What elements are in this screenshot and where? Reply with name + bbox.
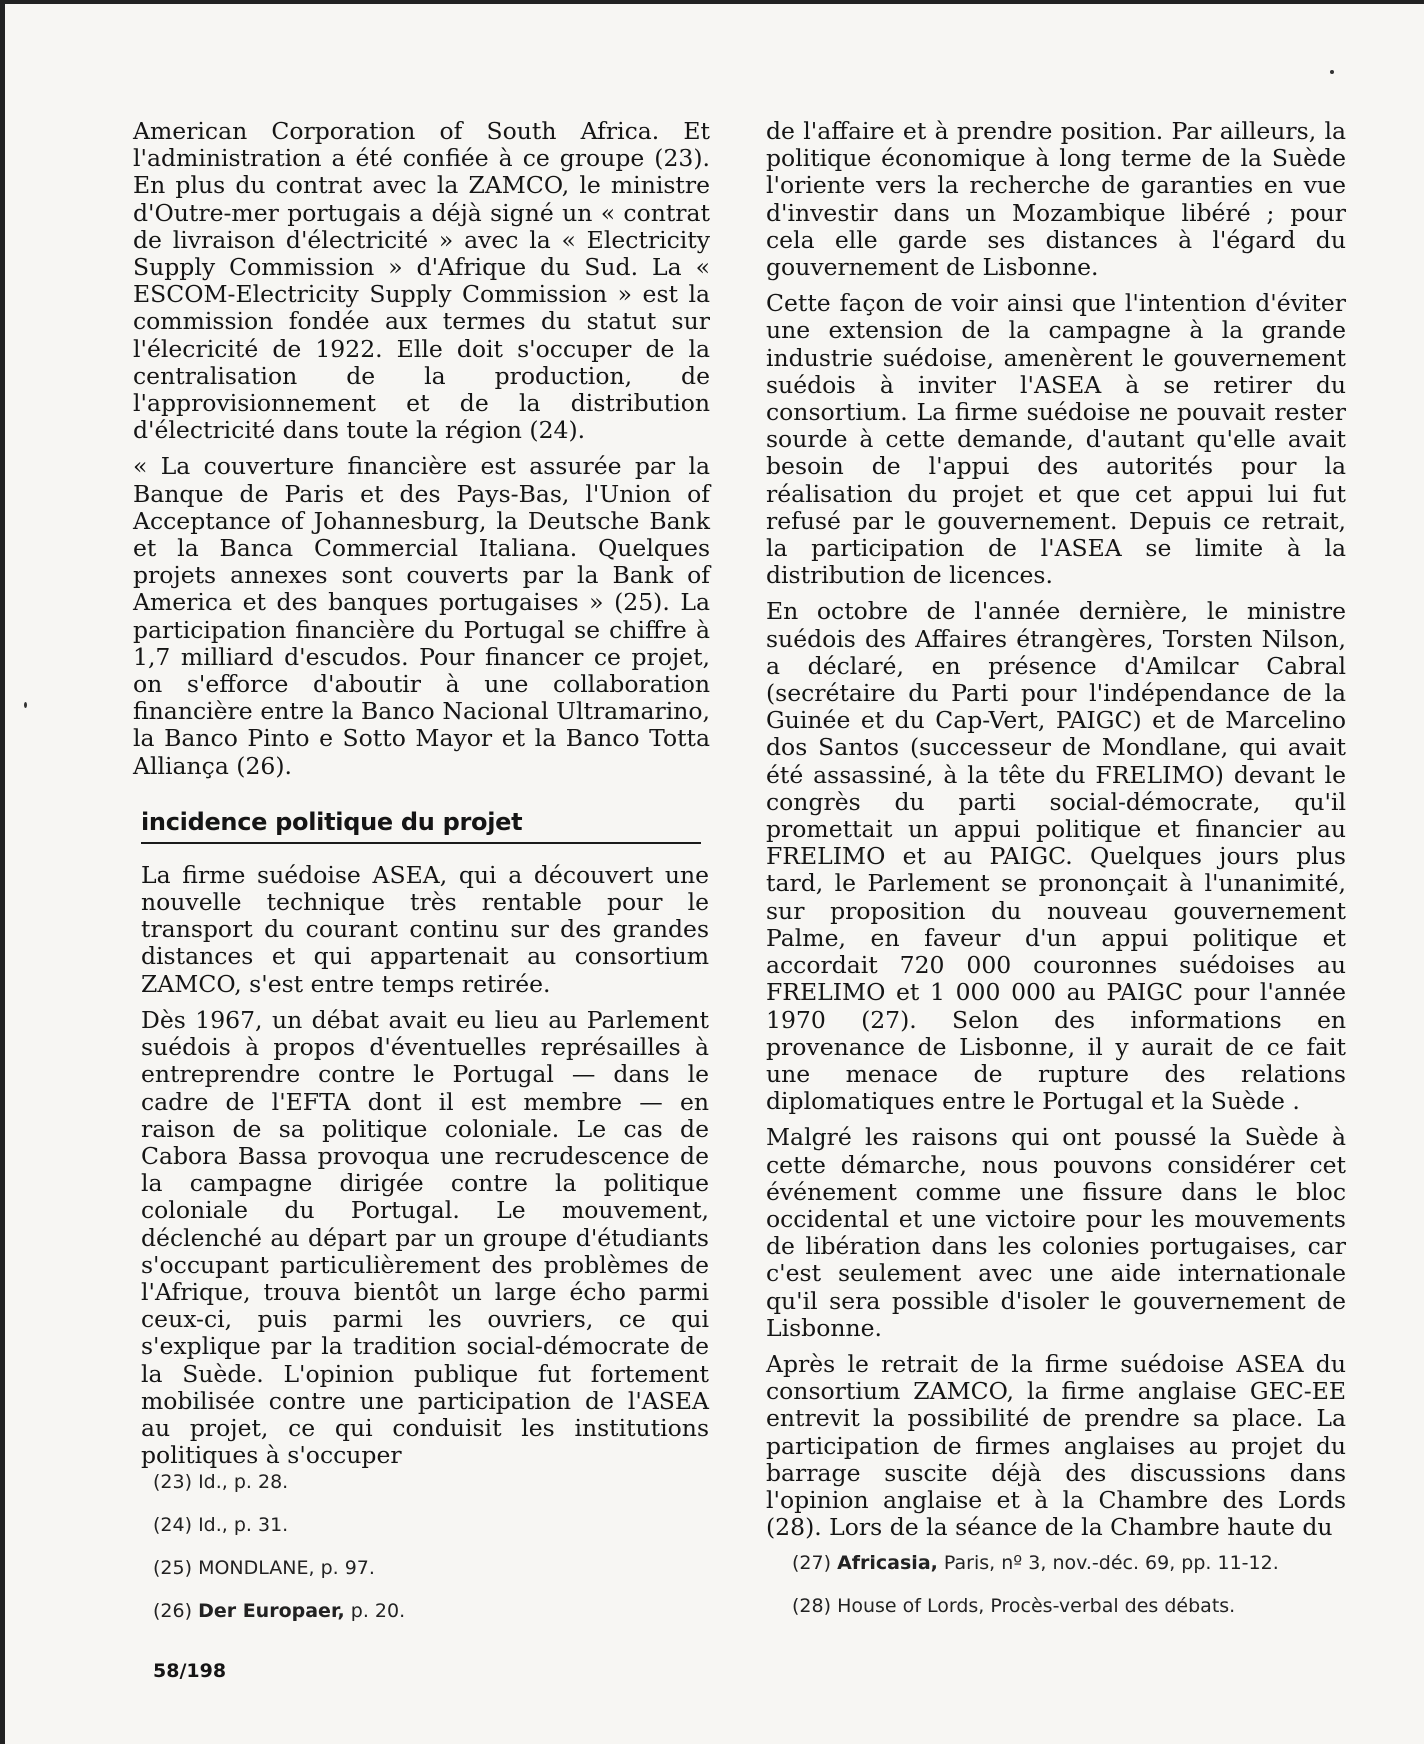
paragraph: La firme suédoise ASEA, qui a découvert une nouvelle technique très rentable pour le transport du courant continu sur des grandes distances et qui appartenait au consortium ZAMCO, s'est entre temps retirée. xyxy=(141,860,709,998)
footnote xyxy=(153,1470,405,1494)
footnote-text: MONDLANE, p. 97. xyxy=(198,1557,375,1579)
footnote-number: (26) xyxy=(153,1600,193,1622)
right-column xyxy=(766,118,1346,1550)
footnote-number: (23) xyxy=(153,1471,193,1493)
paragraph: Cette façon de voir ainsi que l'intention d'éviter une extension de la campagne à la grande industrie suédoise, amenèrent le gouvernement suédois à inviter l'ASEA à se retirer du consortium. La firme suédoise ne pouvait rester sourde à cette demande, d'autant qu'elle avait besoin de l'appui des autorités pour la réalisation du projet et que cet appui lui fut refusé par le gouvernement. Depuis ce retrait, la participation de l'ASEA se limite à la distribution de licences. xyxy=(766,289,1346,590)
section-body xyxy=(133,862,710,1469)
footnote xyxy=(153,1599,405,1623)
footnote-text: House of Lords, Procès-verbal des débats. xyxy=(837,1595,1236,1617)
section-heading: incidence politique du projet xyxy=(141,808,701,844)
footnote-text: Id., p. 31. xyxy=(198,1514,289,1536)
paragraph: En octobre de l'année dernière, le ministre suédois des Affaires étrangères, Torsten Nilson, a déclaré, en présence d'Amilcar Cabral (secrétaire du Parti pour l'indépendance de la Guinée et du Cap-Vert, PAIGC) et de Marcelino dos Santos (successeur de Mondlane, qui avait été assassiné, à la tête du FRELIMO) devant le congrès du parti social-démocrate, qu'il promettait un appui politique et financier au FRELIMO et au PAIGC. Quelques jours plus tard, le Parlement se prononçait à l'unanimité, sur proposition du nouveau gouvernement Palme, en faveur d'un appui politique et accordait 720 000 couronnes suédoises au FRELIMO et 1 000 000 au PAIGC pour l'année 1970 (27). Selon des informations en provenance de Lisbonne, il y aurait de ce fait une menace de rupture des relations diplomatiques entre le Portugal et la Suède . xyxy=(766,597,1346,1116)
footnote-source: Der Europaer, xyxy=(198,1600,345,1622)
paragraph: « La couverture financière est assurée par la Banque de Paris et des Pays-Bas, l'Union of Acceptance of Johannesburg, la Deutsche Bank et la Banca Commercial Italiana. Quelques projets annexes sont couverts par la Bank of America et des banques portugaises » (25). La participation financière du Portugal se chiffre à 1,7 milliard d'escudos. Pour financer ce projet, on s'efforce d'aboutir à une collaboration financière entre la Banco Nacional Ultramarino, la Banco Pinto e Sotto Mayor et la Banco Totta Alliança (26). xyxy=(133,452,710,780)
paragraph: de l'affaire et à prendre position. Par ailleurs, la politique économique à long terme de la Suède l'oriente vers la recherche de garanties en vue d'investir dans un Mozambique libéré ; pour cela elle garde ses distances à l'égard du gouvernement de Lisbonne. xyxy=(766,117,1346,282)
paragraph: Dès 1967, un débat avait eu lieu au Parlement suédois à propos d'éventuelles représailles à entreprendre contre le Portugal — dans le cadre de l'EFTA dont il est membre — en raison de sa politique coloniale. Le cas de Cabora Bassa provoqua une recrudescence de la campagne dirigée contre la politique coloniale du Portugal. Le mouvement, déclenché au départ par un groupe d'étudiants s'occupant particulièrement des problèmes de l'Afrique, trouva bientôt un large écho parmi ceux-ci, puis parmi les ouvriers, ce qui s'explique par la tradition social-démocrate de la Suède. L'opinion publique fut fortement mobilisée contre une participation de l'ASEA au projet, ce qui conduisit les institutions politiques à s'occuper xyxy=(141,1005,709,1470)
scan-speck xyxy=(1330,70,1334,74)
footnote-number: (28) xyxy=(792,1595,832,1617)
page-edge-top xyxy=(0,0,1424,4)
footnote-number: (24) xyxy=(153,1514,193,1536)
footnote xyxy=(792,1594,1279,1618)
footnotes-right xyxy=(792,1551,1279,1637)
footnote-number: (25) xyxy=(153,1557,193,1579)
footnote xyxy=(153,1556,405,1580)
footnote-number: (27) xyxy=(792,1552,832,1574)
page-number: 58/198 xyxy=(153,1660,227,1682)
footnotes-left xyxy=(153,1470,405,1642)
footnote-text: Paris, nº 3, nov.-déc. 69, pp. 11-12. xyxy=(943,1552,1279,1574)
footnote xyxy=(792,1551,1279,1575)
left-column xyxy=(133,118,710,1478)
footnote-text: Id., p. 28. xyxy=(198,1471,289,1493)
paragraph: Après le retrait de la firme suédoise ASEA du consortium ZAMCO, la firme anglaise GEC-EE entrevit la possibilité de prendre sa place. La participation de firmes anglaises au projet du barrage suscite déjà des discussions dans l'opinion anglaise et à la Chambre des Lords (28). Lors de la séance de la Chambre haute du xyxy=(766,1349,1346,1542)
paragraph: Malgré les raisons qui ont poussé la Suède à cette démarche, nous pouvons considérer cet événement comme une fissure dans le bloc occidental et une victoire pour les mouvements de libération dans les colonies portugaises, car c'est seulement avec une aide internationale qu'il sera possible d'isoler le gouvernement de Lisbonne. xyxy=(766,1123,1346,1342)
footnote-text: p. 20. xyxy=(350,1600,406,1622)
footnote xyxy=(153,1513,405,1537)
footnote-source: Africasia, xyxy=(837,1552,938,1574)
paragraph: American Corporation of South Africa. Et l'administration a été confiée à ce groupe (23). En plus du contrat avec la ZAMCO, le ministre d'Outre-mer portugais a déjà signé un « contrat de livraison d'électricité » avec la « Electricity Supply Commission » d'Afrique du Sud. La « ESCOM-Electricity Supply Commission » est la commission fondée aux termes du statut sur l'élecricité de 1922. Elle doit s'occuper de la centralisation de la production, de l'approvisionnement et de la distribution d'électricité dans toute la région (24). xyxy=(133,117,710,445)
page-edge-left xyxy=(0,0,5,1744)
scan-speck xyxy=(24,702,27,708)
